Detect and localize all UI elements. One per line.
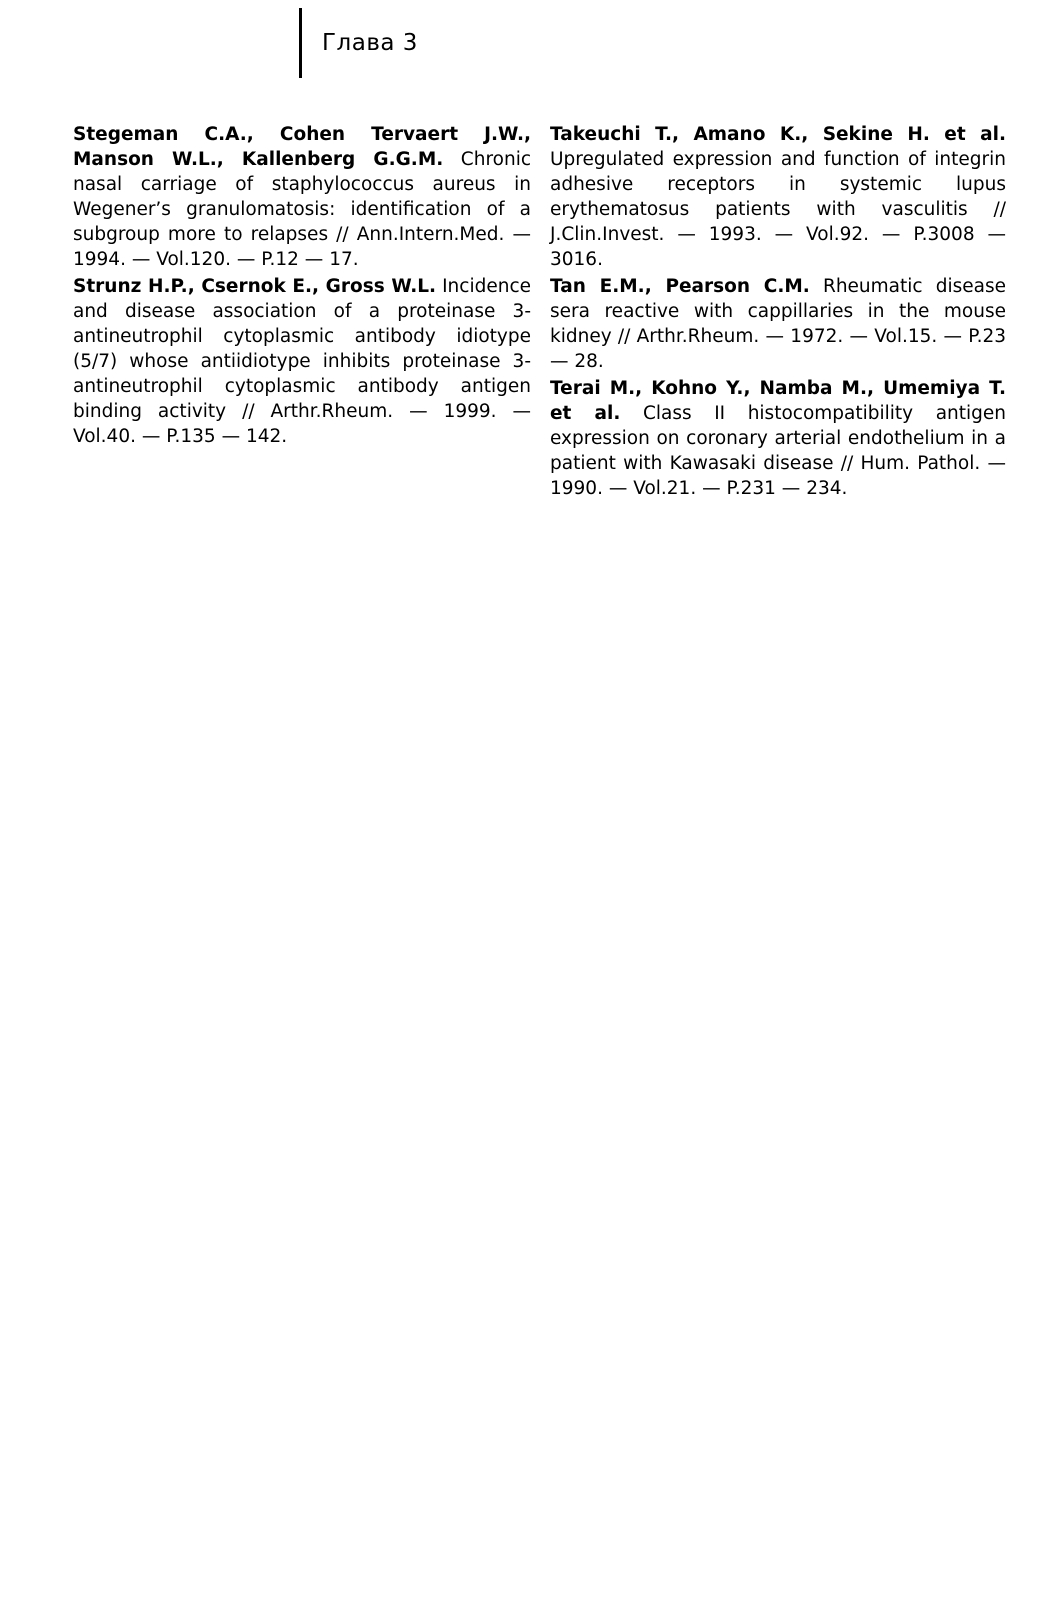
reference-text: Upregulated expression and function of integrin adhesive receptors in systemic lupus erythematosus patients with vasculitis // J.Clin.Invest. — 1993. — Vol.92. — P.3008 — 3016.	[550, 149, 1006, 270]
reference-entry	[550, 376, 1006, 501]
chapter-title: Глава 3	[322, 30, 418, 56]
reference-text: Chronic nasal carriage of staphylococcus aureus in Wegener’s granulomatosis: identification of a subgroup more to relapses // Ann.Intern.Med. — 1994. — Vol.120. — P.12 — 17.	[73, 149, 531, 270]
references-left-column	[73, 122, 531, 451]
reference-entry	[550, 274, 1006, 374]
reference-text: Incidence and disease association of a proteinase 3-antineutrophil cytoplasmic antibody idiotype (5/7) whose antiidiotype inhibits proteinase 3-antineutrophil cytoplasmic antibody antigen binding activity // Arthr.Rheum. — 1999. — Vol.40. — P.135 — 142.	[73, 276, 532, 447]
reference-text: Class II histocompatibility antigen expression on coronary arterial endothelium in a patient with Kawasaki disease // Hum. Pathol. — 1990. — Vol.21. — P.231 — 234.	[550, 403, 1007, 499]
reference-authors: Takeuchi T., Amano K., Sekine H. et al.	[550, 124, 1006, 145]
reference-authors: Stegeman C.A., Cohen Tervaert J.W., Manson W.L., Kallenberg G.G.M.	[73, 124, 531, 170]
reference-entry	[73, 274, 531, 449]
header-divider	[299, 8, 302, 78]
reference-text: Rheumatic disease sera reactive with cappillaries in the mouse kidney // Arthr.Rheum. — 1972. — Vol.15. — P.23 — 28.	[550, 276, 1006, 372]
reference-authors: Tan E.M., Pearson C.M.	[550, 276, 810, 297]
reference-authors: Strunz H.P., Csernok E., Gross W.L.	[73, 276, 437, 297]
references-right-column	[550, 122, 1006, 503]
reference-entry	[73, 122, 531, 272]
reference-entry	[550, 122, 1006, 272]
reference-authors: Terai M., Kohno Y., Namba M., Umemiya T. et al.	[550, 378, 1006, 424]
